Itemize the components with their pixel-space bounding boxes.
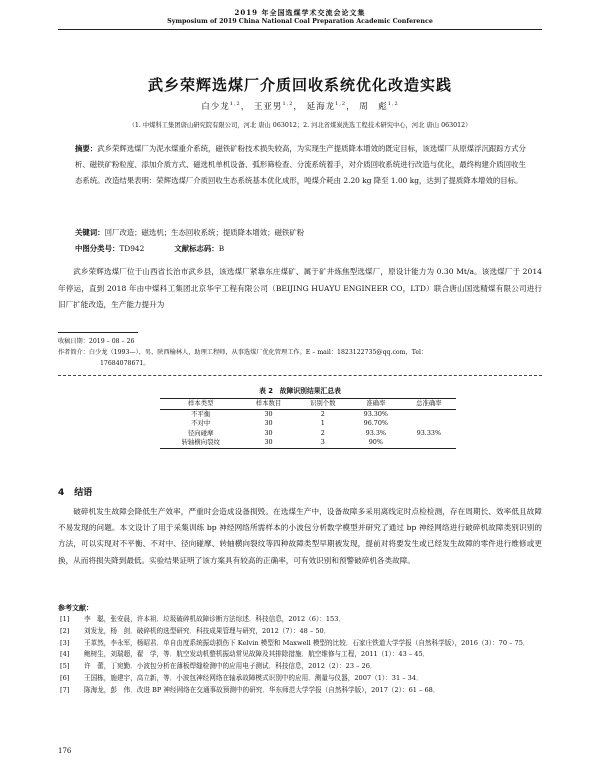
- author-sup: 1,2: [335, 101, 347, 108]
- footnote-author-phone: 17684078671。: [100, 360, 150, 367]
- reference-number: [1]: [60, 615, 70, 623]
- journal-header-cn: 2019 年全国选煤学术交流会论文集: [234, 8, 366, 17]
- clc-value: TD942: [119, 244, 145, 253]
- reference-number: [2]: [60, 626, 70, 635]
- doc-code-label: 文献标志码：: [174, 244, 219, 253]
- list-item: [58, 638, 542, 650]
- author-list: 白少龙$^{1,2}$， 王亚男$^{1,2}$， 延海龙$^{1,2}$， 周 彪$^{1,2}$: [201, 101, 399, 112]
- list-item: [58, 649, 542, 661]
- list-item: [58, 673, 542, 685]
- list-item: [58, 614, 542, 626]
- keywords-label: 关键词：: [75, 228, 105, 237]
- table-cell: 径向碰摩: [187, 428, 214, 437]
- reference-number: [5]: [60, 662, 70, 671]
- reference-text: 李 聪，张安晨，许本祖．垃圾破碎机故障诊断方法综述．科技信息，2012（6）：153．: [84, 615, 346, 623]
- conclusion-paragraph: 破碎机发生故障会降低生产效率，严重时会造成设备损毁。在选煤生产中，设备故障多采用离线定时点检检测，存在周期长、效率低且故障不易发现的问题。本文设计了用于采集训练 bp 神经网络所需样本的小波包分析数学模型并研究了通过 bp 神经网络进行破碎机故障类别识别的方法，可以实现对不平衡、不对中、径向碰摩、转轴横向裂纹等四种故障类型早期被发现，提前对将要发生或已经发生故障的零件进行维修或更换，从而将损失降到最低。实验结果证明了该方案具有较高的正确率，可有效识别和预警破碎机各类故障。: [58, 507, 542, 565]
- keywords: [75, 227, 533, 238]
- table-cell: [402, 409, 456, 419]
- table-header-row: [160, 399, 456, 410]
- journal-header-en: Symposium of 2019 China National Coal Preparation Academic Conference: [167, 18, 433, 25]
- paper-title: 武乡荣辉选煤厂介质回收系统优化改造实践: [147, 76, 452, 94]
- abstract-label: 摘要：: [75, 144, 98, 153]
- author-name: 王亚男: [253, 102, 283, 112]
- table-cell: 3: [320, 438, 325, 446]
- reference-text: 王革然，李永军，杨昭君．单自由度系统振动损伤下 Kelvin 模型和 Maxwell 模型的比较．石家庄铁道大学学报（自然科学版），2016（3）：70 – 75．: [84, 638, 530, 647]
- table-header-cell: 样本类型: [187, 399, 214, 407]
- affiliation: （1. 中煤科工集团唐山研究院有限公司，河北 唐山 063012；2. 河北省煤炭洗选工程技术研究中心，河北 唐山 063012）: [128, 122, 472, 129]
- page-number: 176: [58, 747, 72, 755]
- table-cell: 2: [320, 409, 325, 418]
- table-cell: 30: [264, 438, 273, 446]
- table-cell: 不对中: [191, 419, 211, 427]
- reference-list: [58, 614, 542, 697]
- author-sup: 1,2: [282, 101, 294, 108]
- table-row: [160, 409, 456, 419]
- reference-number: [3]: [60, 638, 70, 647]
- abstract: [75, 141, 533, 189]
- table-cell: [402, 438, 456, 448]
- header-rule: [58, 29, 542, 30]
- list-item: [58, 685, 542, 697]
- abstract-text: 武乡荣辉选煤厂为泥水煤重介系统，磁铁矿粉技术损失较高，为实现生产提质降本增效的既定目标，该选煤厂从原煤浮沉跟踪方式分析、磁铁矿粉粒度、添加介质方式、磁选机单机设备、弧形筛检查、分流系统着手，对介质回收系统进行改造与优化，最终构建介质回收生态系统。改造结果表明：荣辉选煤厂介质回收生态系统基本优化成形，吨煤介耗由 2.20 kg 降至 1.00 kg，达到了提质降本增效的目标。: [75, 144, 526, 185]
- author-sup: 1,2: [229, 101, 241, 108]
- table-cell: 30: [264, 409, 273, 418]
- footnote-received: 收稿日期：2019 – 08 – 26: [58, 338, 135, 345]
- table-row: [160, 438, 456, 448]
- table-row: [160, 429, 456, 439]
- fault-result-table: [160, 398, 456, 449]
- table-cell: 90%: [368, 438, 383, 446]
- author-name: 延海龙: [306, 102, 336, 112]
- reference-number: [4]: [60, 650, 70, 659]
- table-cell: [402, 419, 456, 429]
- author-name: 周 彪: [359, 102, 388, 112]
- table-cell: 93.3%: [365, 428, 386, 437]
- table-cell: 1: [320, 419, 325, 427]
- section-number: 4: [58, 488, 65, 498]
- table-cell: 转轴横向裂纹: [181, 438, 220, 446]
- footnote-author-bio: 作者简介：白少龙（1993—），男，陕西榆林人，助理工程师，从事选煤厂优化管理工作。E – mail：1823122735@qq.com，Tel：: [58, 349, 428, 356]
- doc-code-value: B: [218, 244, 225, 253]
- reference-text: 鲍树生，刘瑞超，翟 学，等．航空发动机整机振动常见故障及其排除措施．航空维修与工程，2011（1）：43 – 45．: [84, 650, 430, 659]
- page-break-rule: [58, 375, 542, 376]
- classification: [75, 243, 533, 254]
- list-item: [58, 661, 542, 673]
- reference-number: [6]: [60, 673, 70, 682]
- footnote-rule: [58, 332, 138, 333]
- table-cell: 30: [264, 419, 273, 427]
- author-sup: 1,2: [387, 101, 399, 108]
- table-cell: 93.33%: [416, 428, 442, 437]
- section-title: 结语: [74, 488, 93, 498]
- table-cell: 30: [264, 428, 273, 437]
- author-name: 白少龙: [201, 102, 230, 112]
- keywords-text: 回厂改造；磁选机；生态回收系统；提质降本增效；磁铁矿粉: [104, 228, 305, 237]
- table-header-cell: 总准确率: [416, 399, 442, 407]
- list-item: [58, 626, 542, 638]
- section-heading: [58, 485, 92, 498]
- reference-text: 许 蕾，丁宛勤．小波包分析在薄板焊缝检测中的应用电子测试．科技信息，2012（2）：23 – 26．: [84, 662, 377, 671]
- reference-text: 刘发龙，杨 剑．破碎机的选型研究．科技成果管理与研究，2012（7）：48 – 50．: [84, 626, 331, 635]
- table-cell: 93.30%: [363, 409, 388, 418]
- table-caption: 表 2 故障识别结果汇总表: [259, 387, 341, 395]
- references-heading: 参考文献：: [58, 604, 93, 612]
- clc-label: 中图分类号：: [75, 244, 120, 253]
- reference-text: 陈海龙，彭 伟．改进 BP 神经网络在交通事故预测中的研究．华东师范大学学报（自然科学版），2017（2）：61 – 68．: [84, 685, 440, 694]
- table-header-cell: 准确率: [366, 399, 386, 407]
- table-header-cell: 样本数目: [255, 399, 282, 407]
- table-cell: 96.70%: [363, 419, 388, 427]
- reference-text: 王国栋，施建宇，高立新，等．小波包神经网络在轴承故障模式识别中的应用．测量与仪器，2007（1）：31 – 34．: [84, 673, 423, 682]
- reference-number: [7]: [60, 685, 70, 694]
- intro-paragraph: 武乡荣辉选煤厂位于山西省长治市武乡县，该选煤厂紧靠东庄煤矿、属于矿井炼焦型选煤厂，原设计能力为 0.30 Mt/a。该选煤厂于 2014 年停运，直到 2018 年由中煤科工集团北京华宇工程有限公司（BEIJING HUAYU ENGINEER CO，LTD）联合唐山国选精煤有限公司进行旧厂扩能改造，生产能力提升为: [58, 267, 542, 309]
- table-cell: 2: [320, 428, 325, 437]
- table-cell: 不平衡: [191, 409, 211, 418]
- table-row: [160, 419, 456, 429]
- table-header-cell: 识别个数: [310, 399, 336, 407]
